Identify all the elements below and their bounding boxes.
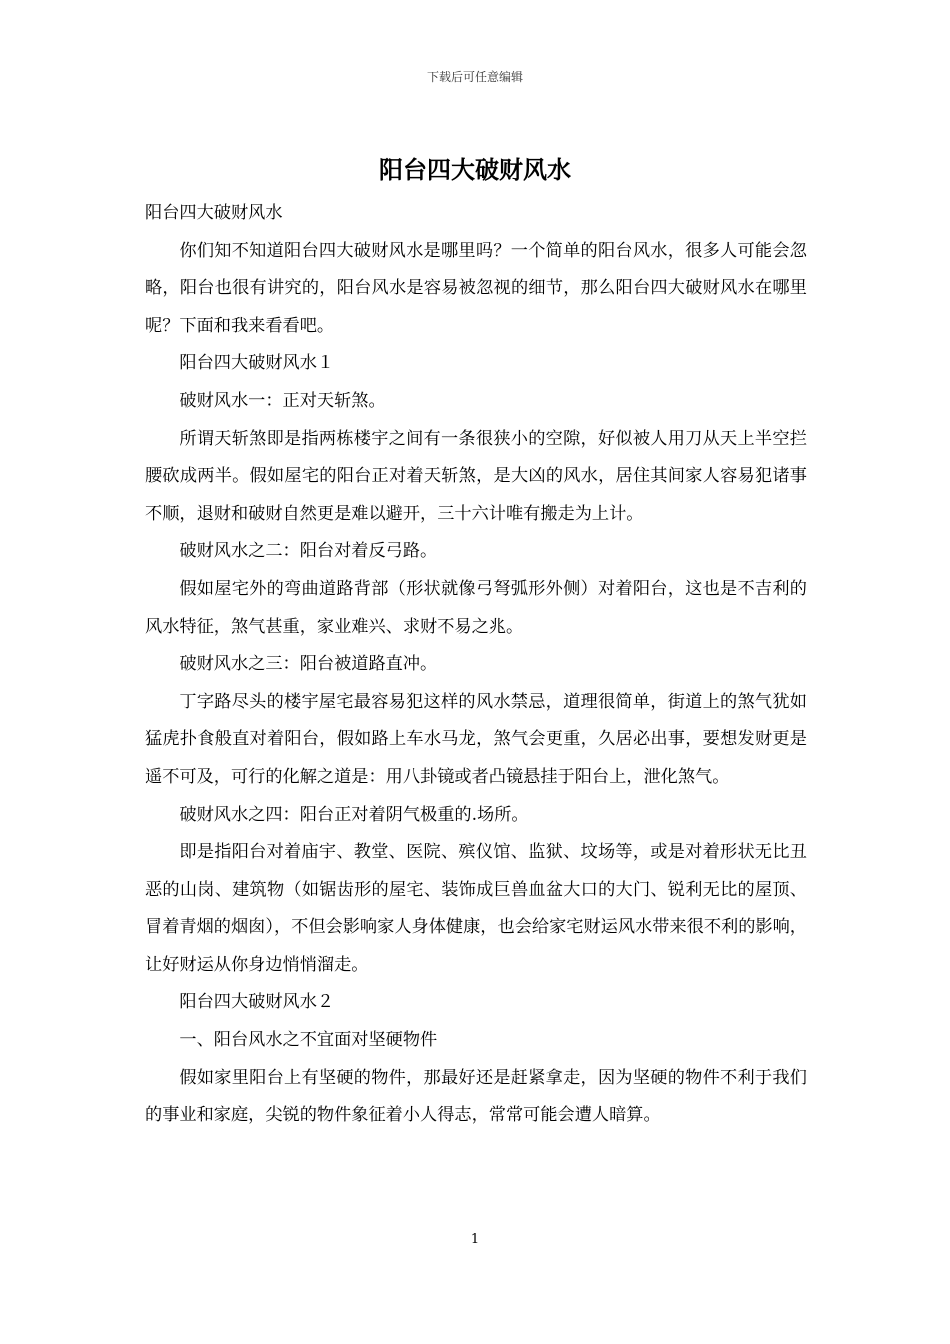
item-heading-2: 破财风水之二：阳台对着反弓路。 xyxy=(179,541,438,562)
paragraph-item-2: 假如屋宅外的弯曲道路背部（形状就像弓弩弧形外侧）对着阳台，这也是不吉利的风水特征，煞气甚重，家业难兴、求财不易之兆。 xyxy=(145,578,807,637)
sub-heading-1: 一、阳台风水之不宜面对坚硬物件 xyxy=(179,1030,438,1051)
paragraph-item-3: 丁字路尽头的楼宇屋宅最容易犯这样的风水禁忌，道理很简单，街道上的煞气犹如猛虎扑食般直对着阳台，假如路上车水马龙，煞气会更重，久居必出事，要想发财更是遥不可及，可行的化解之道是：用八卦镜或者凸镜悬挂于阳台上，泄化煞气。 xyxy=(145,691,807,787)
paragraph-intro: 你们知不知道阳台四大破财风水是哪里吗？一个简单的阳台风水，很多人可能会忽略，阳台也很有讲究的，阳台风水是容易被忽视的细节，那么阳台四大破财风水在哪里呢？下面和我来看看吧。 xyxy=(145,240,807,336)
item-heading-3: 破财风水之三：阳台被道路直冲。 xyxy=(179,654,438,675)
paragraph-subtitle: 阳台四大破财风水 xyxy=(145,203,283,223)
paragraph-item-4: 即是指阳台对着庙宇、教堂、医院、殡仪馆、监狱、坟场等，或是对着形状无比丑恶的山岗、建筑物（如锯齿形的屋宅、装饰成巨兽血盆大口的大门、锐利无比的屋顶、冒着青烟的烟囱），不但会影响家人身体健康，也会给家宅财运风水带来很不利的影响，让好财运从你身边悄悄溜走。 xyxy=(145,842,807,975)
paragraph-item-1: 所谓天斩煞即是指两栋楼宇之间有一条很狭小的空隙，好似被人用刀从天上半空拦腰砍成两半。假如屋宅的阳台正对着天斩煞，是大凶的风水，居住其间家人容易犯诸事不顺，退财和破财自然更是难以避开，三十六计唯有搬走为上计。 xyxy=(145,428,807,524)
header-note: 下载后可任意编辑 xyxy=(426,70,523,84)
document-body xyxy=(145,195,807,1135)
section-heading-1: 阳台四大破财风水１ xyxy=(179,353,335,374)
section-heading-2: 阳台四大破财风水２ xyxy=(179,992,335,1013)
page-number: 1 xyxy=(470,1232,480,1247)
item-heading-1: 破财风水一：正对天斩煞。 xyxy=(179,390,386,411)
item-heading-4: 破财风水之四：阳台正对着阴气极重的.场所。 xyxy=(179,804,529,825)
document-title: 阳台四大破财风水 xyxy=(379,156,571,184)
paragraph-sub-1: 假如家里阳台上有坚硬的物件，那最好还是赶紧拿走，因为坚硬的物件不利于我们的事业和家庭，尖锐的物件象征着小人得志，常常可能会遭人暗算。 xyxy=(145,1067,807,1126)
